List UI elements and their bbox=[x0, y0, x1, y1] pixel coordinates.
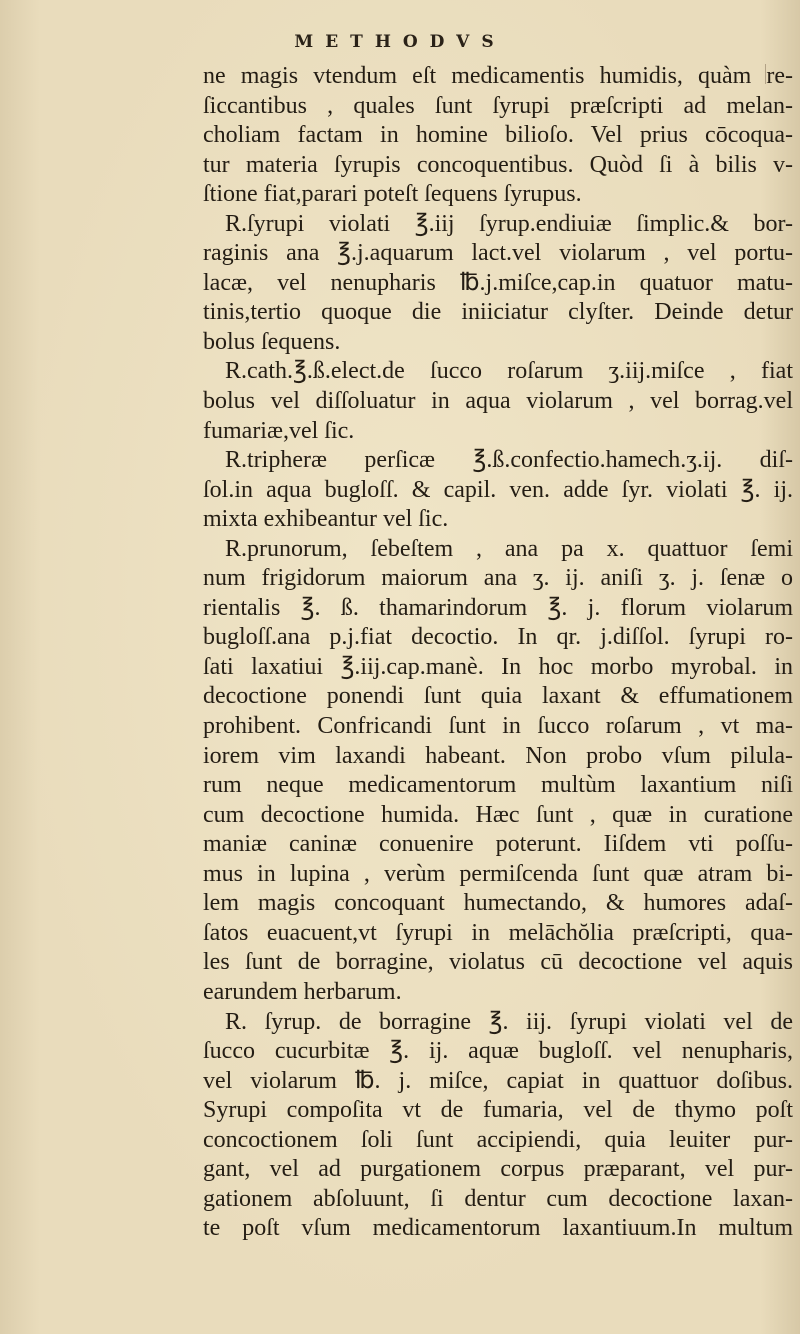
text-line: tinis,tertio quoque die iniiciatur clyſter. Deinde detur bbox=[203, 299, 793, 326]
text-line: concoctionem ſoli ſunt accipiendi, quia leuiter pur- bbox=[203, 1126, 793, 1153]
text-line: num frigidorum maiorum ana ʒ. ij. aniſi ʒ. j. ſenæ o bbox=[203, 565, 793, 592]
text-line: ſol.in aqua bugloſſ. & capil. ven. adde ſyr. violati ℥. ij. bbox=[203, 476, 793, 503]
text-line: rum neque medicamentorum multùm laxantium niſi bbox=[203, 772, 793, 799]
text-line: les ſunt de borragine, violatus cū decoctione vel aquis bbox=[203, 949, 793, 976]
text-line: choliam factam in homine bilioſo. Vel prius cōcoqua- bbox=[203, 122, 793, 149]
text-line: ſiccantibus , quales ſunt ſyrupi præſcripti ad melan- bbox=[203, 92, 793, 119]
text-line: ſati laxatiui ℥.iij.cap.manè. In hoc morbo myrobal. in bbox=[203, 653, 793, 680]
text-line: bolus vel diſſoluatur in aqua violarum , vel borrag.vel bbox=[203, 388, 793, 415]
text-line: Syrupi compoſita vt de fumaria, vel de thymo poſt bbox=[203, 1097, 793, 1124]
text-line: mus in lupina , verùm permiſcenda ſunt quæ atram bi- bbox=[203, 860, 793, 887]
text-line: bolus ſequens. bbox=[203, 328, 341, 355]
running-head: METHODVS bbox=[294, 32, 506, 52]
text-line: ſtione fiat,parari poteſt ſequens ſyrupus. bbox=[203, 181, 582, 208]
text-line: tur materia ſyrupis concoquentibus. Quòd ſi à bilis v- bbox=[203, 151, 793, 178]
body-text bbox=[203, 62, 793, 1244]
text-line: R.ſyrupi violati ℥.iij ſyrup.endiuiæ ſimplic.& bor- bbox=[225, 210, 793, 237]
text-line: R. ſyrup. de borragine ℥. iij. ſyrupi violati vel de bbox=[225, 1008, 793, 1035]
text-line: prohibent. Confricandi ſunt in ſucco roſarum , vt ma- bbox=[203, 713, 793, 740]
text-line: gationem abſoluunt, ſi dentur cum decoctione laxan- bbox=[203, 1185, 793, 1212]
text-line: ſucco cucurbitæ ℥. ij. aquæ bugloſſ. vel nenupharis, bbox=[203, 1038, 793, 1065]
text-line: ſatos euacuent,vt ſyrupi in melāchŏlia præſcripti, qua- bbox=[203, 919, 793, 946]
text-line: bugloſſ.ana p.j.fiat decoctio. In qr. j.diſſol. ſyrupi ro- bbox=[203, 624, 793, 651]
text-line: raginis ana ℥.j.aquarum lact.vel violarum , vel portu- bbox=[203, 240, 793, 267]
text-line: lacæ, vel nenupharis ℔.j.miſce,cap.in quatuor matu- bbox=[203, 269, 793, 296]
text-line: iorem vim laxandi habeant. Non probo vſum pilula- bbox=[203, 742, 793, 769]
text-line: fumariæ,vel ſic. bbox=[203, 417, 355, 444]
text-line: cum decoctione humida. Hæc ſunt , quæ in curatione bbox=[203, 801, 793, 828]
text-line: rientalis ℥. ß. thamarindorum ℥. j. florum violarum bbox=[203, 594, 793, 621]
text-line: ne magis vtendum eſt medicamentis humidis, quàm re- bbox=[203, 63, 793, 89]
text-line: R.cath.℥.ß.elect.de ſucco roſarum ʒ.iij.miſce , fiat bbox=[225, 358, 793, 385]
text-line: R.prunorum, ſebeſtem , ana pa x. quattuor ſemi bbox=[225, 535, 793, 562]
text-line: gant, vel ad purgationem corpus præparant, vel pur- bbox=[203, 1156, 793, 1183]
text-line: te poſt vſum medicamentorum laxantiuum.In multum bbox=[203, 1215, 793, 1242]
text-line: R.tripheræ perſicæ ℥.ß.confectio.hamech.ʒ.ij. diſ- bbox=[225, 447, 793, 474]
text-line: decoctione ponendi ſunt quia laxant & effumationem bbox=[203, 683, 793, 710]
text-line: earundem herbarum. bbox=[203, 978, 402, 1005]
text-line: lem magis concoquant humectando, & humores adaſ- bbox=[203, 890, 793, 917]
text-line: mixta exhibeantur vel ſic. bbox=[203, 506, 449, 533]
text-line: vel violarum ℔. j. miſce, capiat in quattuor doſibus. bbox=[203, 1067, 793, 1094]
text-line: maniæ caninæ conuenire poterunt. Iiſdem vti poſſu- bbox=[203, 831, 793, 858]
